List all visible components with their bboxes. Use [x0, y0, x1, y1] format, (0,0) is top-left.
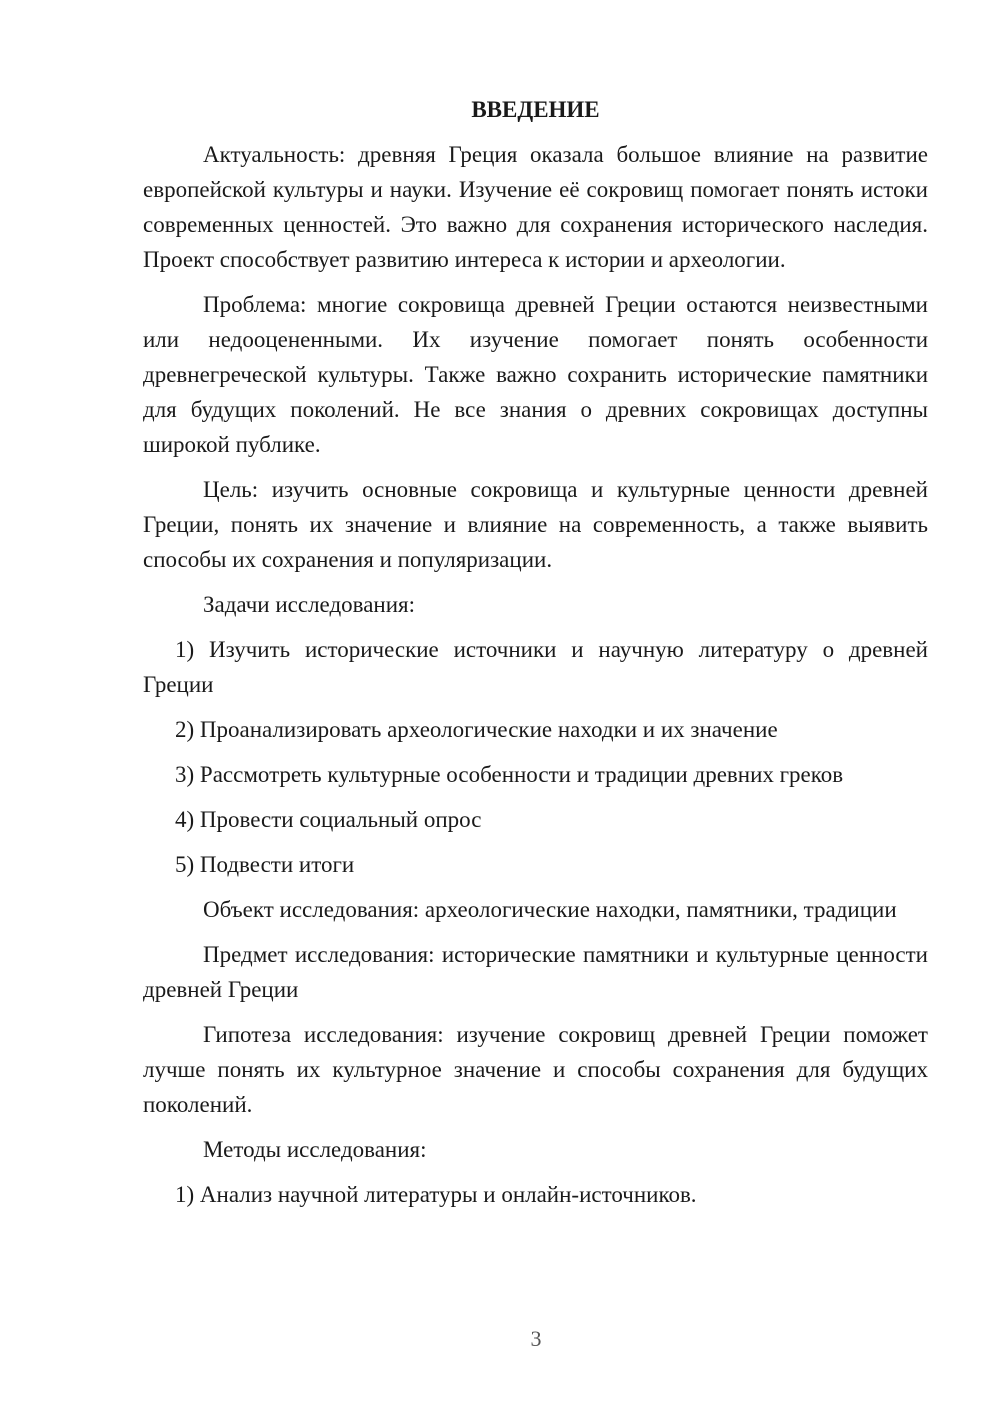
problem-paragraph: Проблема: многие сокровища древней Греции остаются неизвестными или недооцененными. Их изучение помогает понять особенности древнегреческой культуры. Также важно сохранить исторические памятники для будущих поколений. Не все знания о древних сокровищах доступны широкой публике.	[143, 292, 928, 457]
subject-paragraph: Предмет исследования: исторические памятники и культурные ценности древней Греции	[143, 942, 928, 1002]
section-title: ВВЕДЕНИЕ	[471, 97, 600, 122]
document-page	[143, 92, 928, 1222]
page-number: 3	[530, 1326, 542, 1351]
hypothesis-paragraph: Гипотеза исследования: изучение сокровищ древней Греции поможет лучше понять их культурное значение и способы сохранения для будущих поколений.	[143, 1022, 928, 1117]
task-item-3: 3) Рассмотреть культурные особенности и традиции древних греков	[175, 762, 844, 787]
methods-heading: Методы исследования:	[203, 1137, 427, 1162]
relevance-paragraph: Актуальность: древняя Греция оказала большое влияние на развитие европейской культуры и науки. Изучение её сокровищ помогает понять истоки современных ценностей. Это важно для сохранения исторического наследия. Проект способствует развитию интереса к истории и археологии.	[143, 142, 928, 272]
goal-paragraph: Цель: изучить основные сокровища и культурные ценности древней Греции, понять их значение и влияние на современность, а также выявить способы их сохранения и популяризации.	[143, 477, 928, 572]
task-item-5: 5) Подвести итоги	[175, 852, 355, 877]
object-paragraph: Объект исследования: археологические находки, памятники, традиции	[203, 897, 897, 922]
method-item-1: 1) Анализ научной литературы и онлайн-источников.	[175, 1182, 697, 1207]
task-item-2: 2) Проанализировать археологические находки и их значение	[175, 717, 778, 742]
task-item-1: 1) Изучить исторические источники и научную литературу о древней Греции	[143, 637, 928, 697]
tasks-heading: Задачи исследования:	[203, 592, 416, 617]
task-item-4: 4) Провести социальный опрос	[175, 807, 482, 832]
